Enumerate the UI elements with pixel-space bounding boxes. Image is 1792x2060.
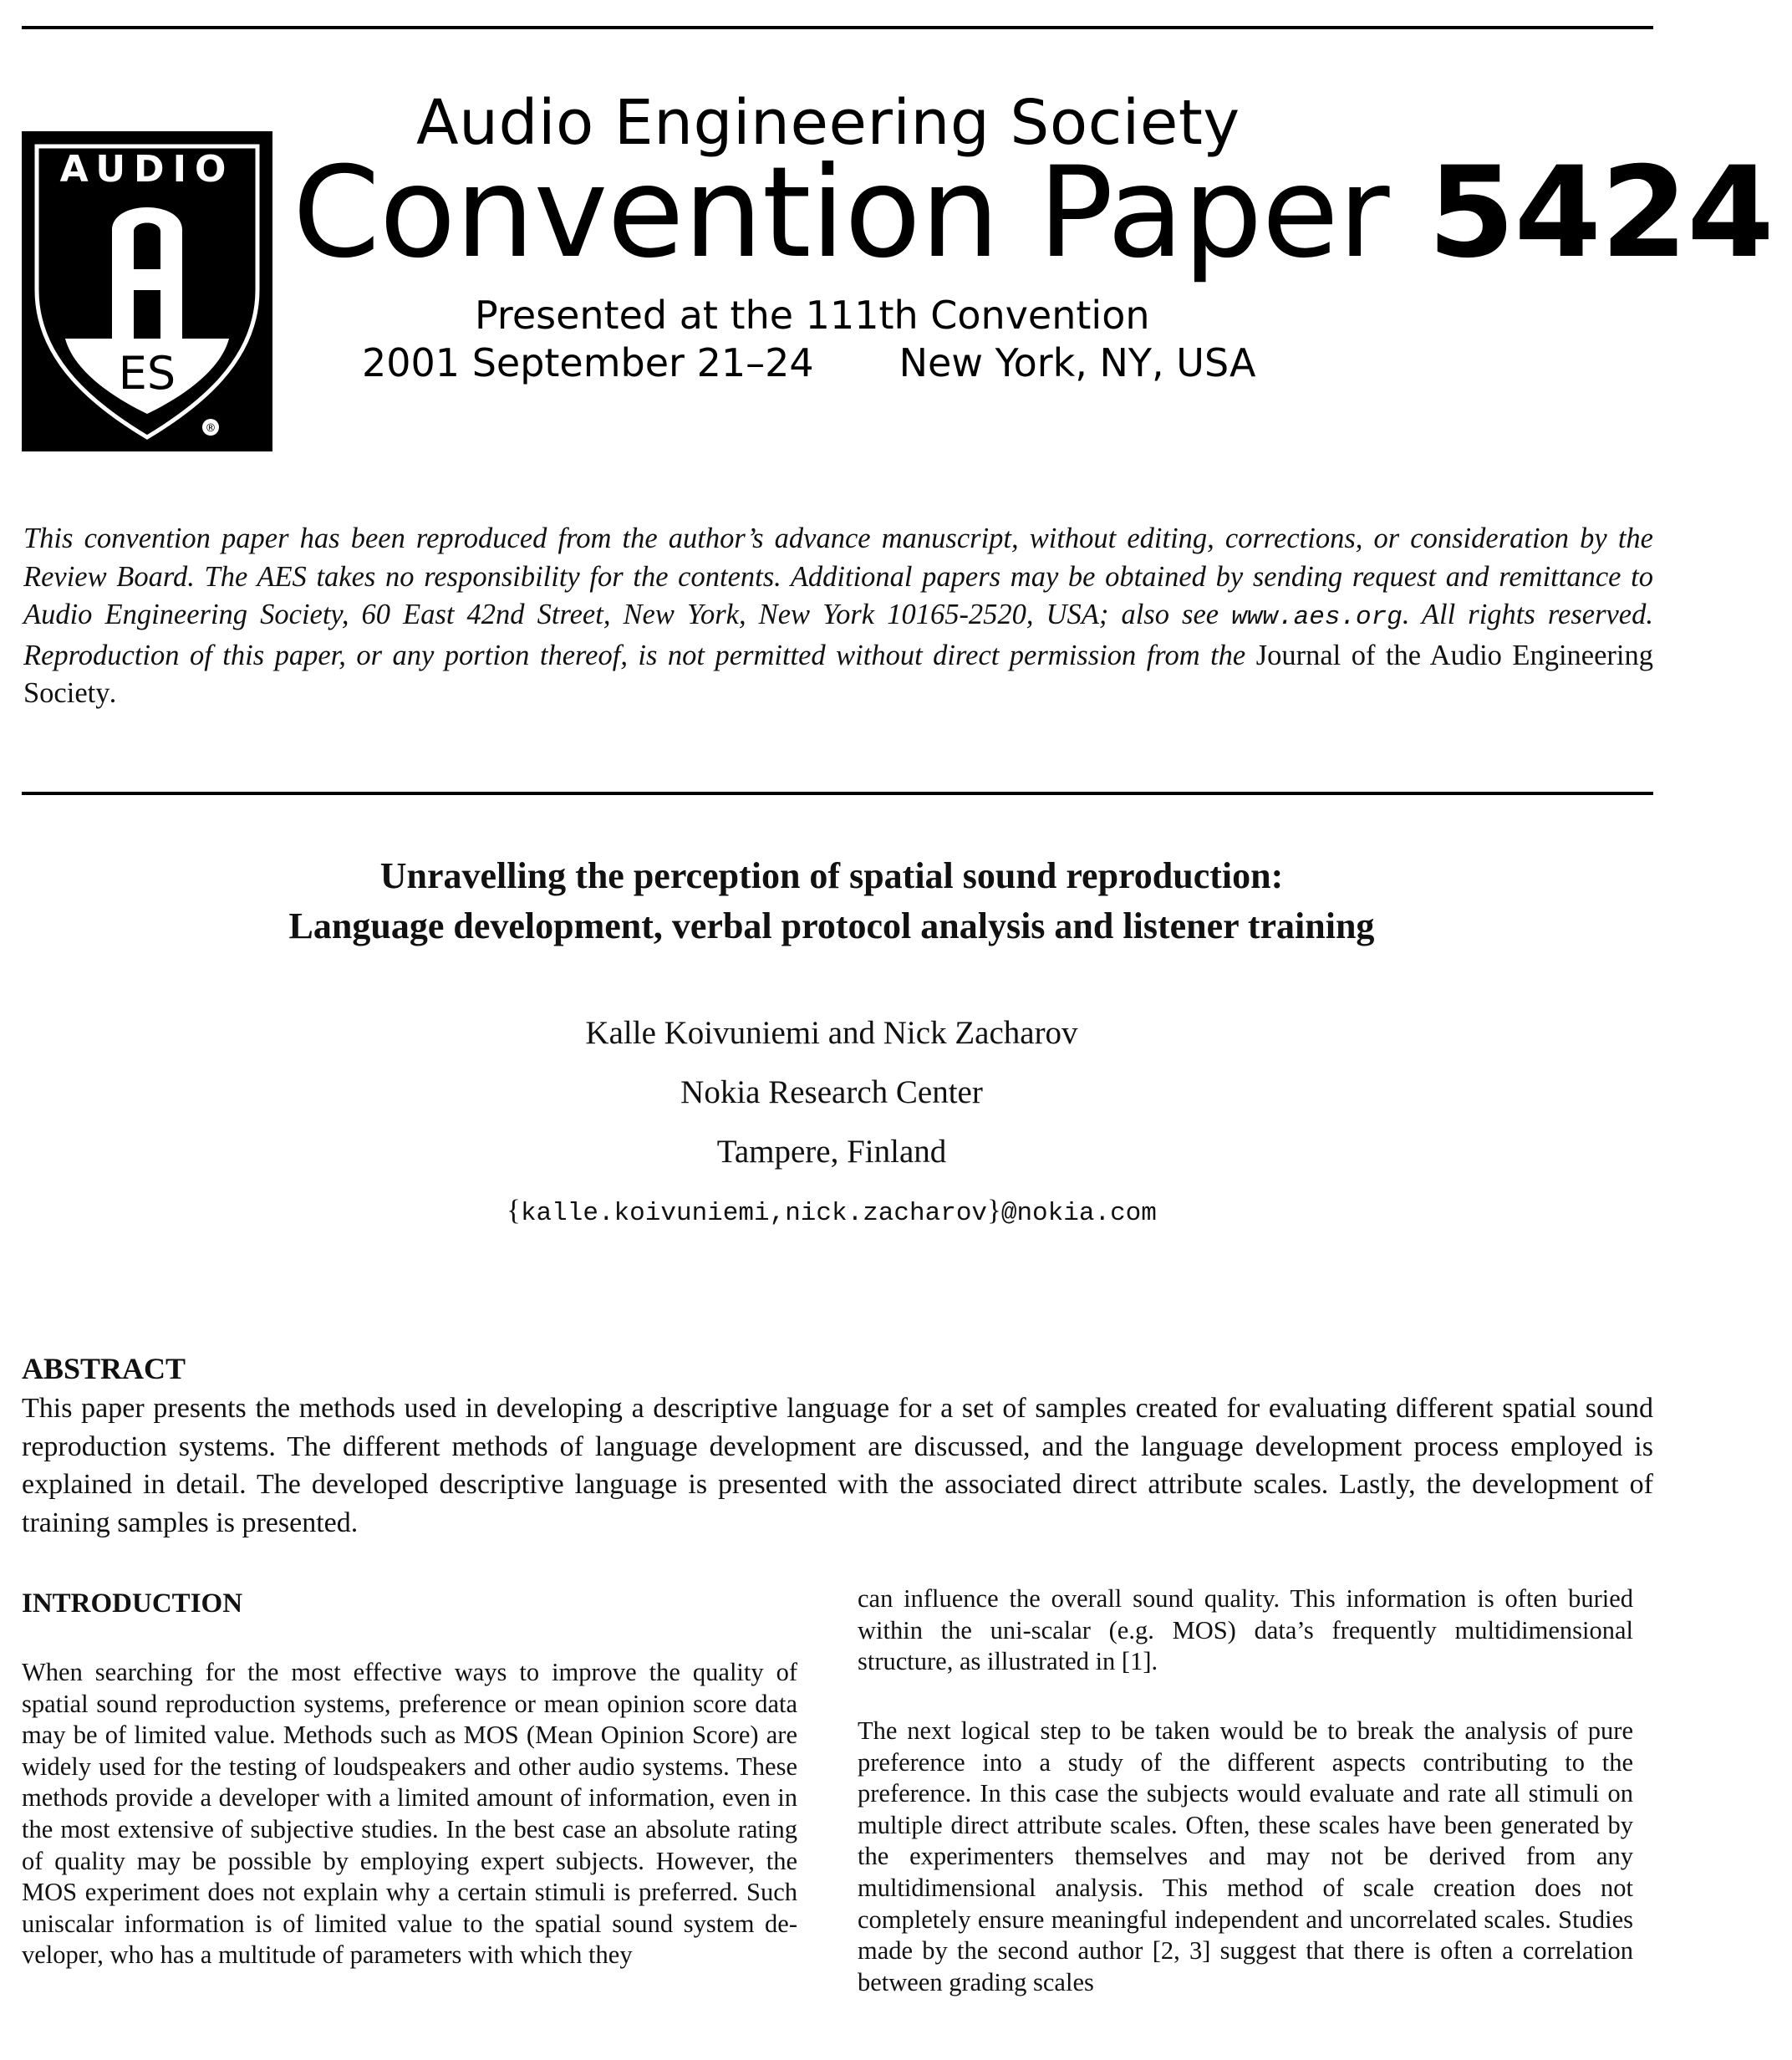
logo-text-es: ES (118, 347, 176, 400)
date-location-line (362, 340, 1255, 385)
notice-text: . All rights reserved. Reproduction of this paper, or any portion thereof, is not permitted without direct permission from the (23, 599, 1653, 671)
authors: Kalle Koivuniemi and Nick Zacharov (585, 1015, 1078, 1051)
email-users: kalle.koivuniemi,nick.zacharov (520, 1199, 988, 1228)
convention-dates: 2001 September 21–24 (362, 340, 814, 385)
aes-logo (22, 131, 272, 451)
convention-location: New York, NY, USA (899, 340, 1256, 385)
email-domain: @nokia.com (1000, 1199, 1157, 1228)
top-rule (22, 26, 1653, 29)
copyright-notice (23, 520, 1653, 713)
intro-right-paragraph-2: The next logical step to be taken would be to break the analysis of pure preference into a study of the different aspects contributing to the preference. In this case the subjects would evaluate and rate all stimuli on multiple direct attribute scales. Often, these scales have been generated by the experimenters themselves and may not be derived from any multidimensional analysis. This method of scale creation does not completely ensure meaningful independent and uncorrelated scales. Studies made by the second author [2, 3] suggest that there is often a correlation between grading scales (858, 1716, 1633, 1996)
presented-line: Presented at the 111th Convention (475, 293, 1150, 338)
convention-paper-title (293, 140, 1774, 286)
paper-title (0, 851, 1663, 951)
abstract-body: This paper presents the methods used in developing a descriptive language for a set of samples created for evaluating different spatial sound reproduction systems. The different methods of language development are discussed, and the language development process employed is explained in detail. The developed descriptive language is presented with the associated direct attribute scales. Lastly, the development of training samples is presented. (22, 1393, 1653, 1538)
author-emails (0, 1194, 1663, 1228)
title-line-2: Language development, verbal protocol analysis and listener training (288, 905, 1375, 946)
brace-open: { (507, 1194, 521, 1226)
notice-text: This convention paper has been reproduced from the author’s advance manuscript, without editing, corrections, or consideration by the Review Board. The AES takes no responsibility for the contents. Additional papers may be obtained by sending request and remittance to Audio Engineering Society, 60 East 42nd Street, New York, New York 10165-2520, USA; also see (23, 523, 1653, 630)
aes-url-link[interactable]: www.aes.org (1231, 603, 1403, 632)
intro-left-paragraph: When searching for the most effective ways to improve the quality of spatial sound reproduction systems, preference or mean opinion score data may be of limited value. Methods such as MOS (Mean Opinion Score) are widely used for the testing of loudspeakers and other audio systems. These methods provide a developer with a limited amount of information, even in the most extensive of subjective studies. In the best case an absolute rating of quality may be possible by employing expert subjects. However, the MOS experiment does not explain why a certain stimuli is preferred. Such uniscalar information is of limited value to the spatial sound system developer, who has a multitude of parameters with which they (22, 1658, 797, 1970)
brace-close: } (987, 1194, 1001, 1226)
logo-text-audio: AUDIO (59, 148, 235, 191)
section-rule (22, 792, 1653, 795)
affiliation: Nokia Research Center (680, 1074, 983, 1110)
registered-mark: ® (205, 422, 216, 435)
abstract-heading: ABSTRACT (22, 1352, 186, 1385)
journal-name: Journal of the Audio Engineering Society (23, 639, 1653, 709)
paper-number: 5424 (1428, 140, 1774, 286)
society-name: Audio Engineering Society (416, 87, 1240, 159)
notice-text: . (109, 677, 118, 709)
introduction-heading: INTRODUCTION (22, 1588, 243, 1619)
intro-right-paragraph-1: can influence the overall sound quality. This information is often buried within the uni-scalar (e.g. MOS) data’s frequently multidimensional structure, as illustrated in [1]. (858, 1584, 1633, 1676)
title-line-1: Unravelling the perception of spatial sound reproduction: (379, 855, 1284, 896)
city: Tampere, Finland (716, 1134, 947, 1170)
paper-label: Convention Paper (293, 140, 1389, 286)
